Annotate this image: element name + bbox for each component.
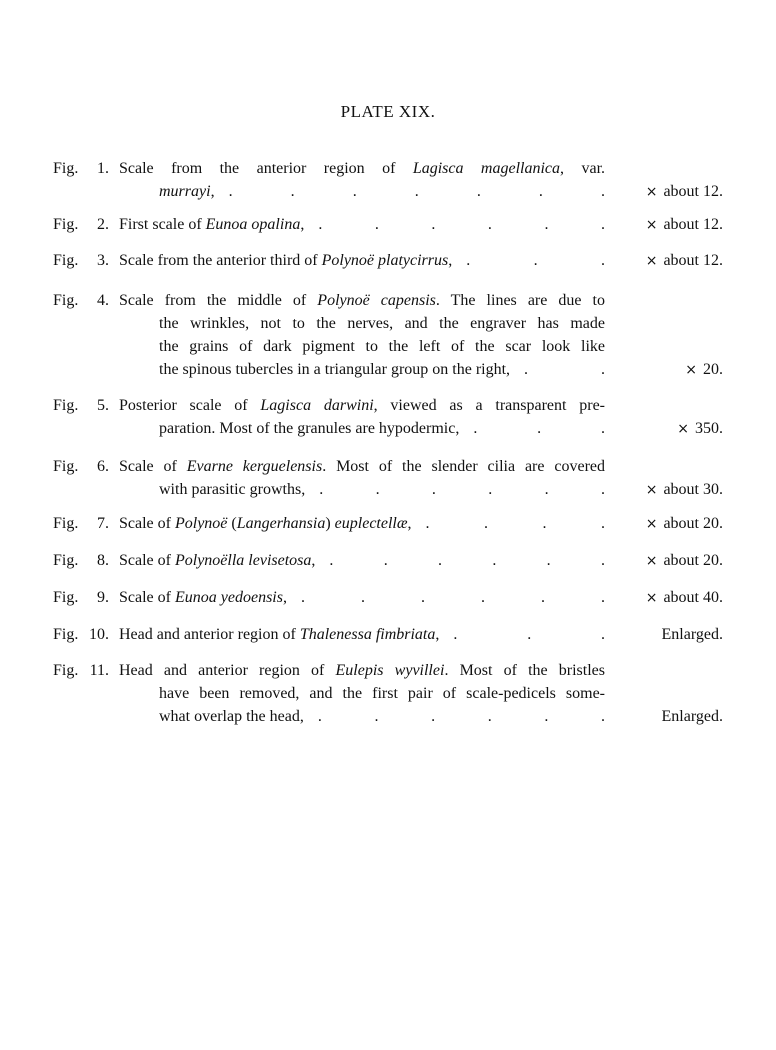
leader-dot: . (360, 589, 365, 606)
leader-dot: . (431, 216, 436, 233)
dot-leader (318, 213, 605, 236)
leader-dot: . (538, 183, 543, 200)
caption-fragment: with parasitic growths, (159, 481, 306, 498)
leader-dot: . (375, 481, 380, 498)
taxon-name: Eulepis wyvillei (335, 662, 445, 679)
dot-leader (466, 249, 605, 272)
fig-number: 7. (97, 515, 109, 532)
leader-dot: . (318, 216, 323, 233)
fig-number: 9. (97, 589, 109, 606)
magnification (677, 417, 723, 441)
leader-dot: . (487, 216, 492, 233)
leader-dot: . (431, 481, 436, 498)
figure-line (0, 586, 776, 609)
caption-fragment: , (448, 252, 453, 269)
figure-line (0, 455, 776, 478)
leader-dot: . (533, 252, 538, 269)
fig-label: Fig. (53, 515, 79, 532)
figure-line (0, 289, 776, 312)
figure-line (0, 623, 776, 646)
fig-label: Fig. (53, 458, 79, 475)
caption-fragment: ( (227, 515, 237, 532)
figure-line (0, 213, 776, 236)
dot-leader (319, 478, 605, 501)
taxon-name: Polynoë platycirrus (321, 252, 449, 269)
leader-dot: . (524, 361, 529, 378)
leader-dot: . (300, 589, 305, 606)
fig-label: Fig. (53, 397, 79, 414)
times-sign: × (685, 362, 697, 378)
caption-fragment: the wrinkles, not to the nerves, and the engraver has made (159, 315, 605, 332)
leader-dot: . (374, 708, 379, 725)
leader-dot: . (542, 515, 547, 532)
times-sign: × (645, 553, 658, 569)
dot-leader (524, 358, 605, 381)
leader-dot: . (492, 552, 497, 569)
fig-label: Fig. (53, 626, 79, 643)
fig-label: Fig. (53, 552, 79, 569)
figure-line (0, 157, 776, 180)
figure-line (0, 478, 776, 501)
figure-line (0, 394, 776, 417)
fig-number: 3. (97, 252, 109, 269)
figure-line (0, 417, 776, 440)
magnification-value: Enlarged. (661, 626, 723, 643)
caption-fragment: , var. (560, 160, 606, 177)
leader-dot: . (600, 552, 605, 569)
leader-dot: . (600, 183, 605, 200)
fig-number: 4. (97, 292, 109, 309)
taxon-name: euplectellæ (334, 515, 408, 532)
magnification-value: about 40. (663, 589, 723, 606)
leader-dot: . (544, 481, 549, 498)
magnification-value: about 30. (663, 481, 723, 498)
caption-fragment: Head and anterior region of (119, 626, 300, 643)
magnification (662, 705, 723, 728)
leader-dot: . (600, 252, 605, 269)
caption-fragment: what overlap the head, (159, 708, 304, 725)
times-sign: × (645, 590, 658, 606)
taxon-name: Langerhansia (236, 515, 326, 532)
taxon-name: Eunoa opalina (205, 216, 301, 233)
times-sign: × (645, 253, 658, 269)
magnification (646, 478, 723, 502)
figure-caption-text (119, 157, 605, 180)
dot-leader (318, 705, 605, 728)
leader-dot: . (601, 626, 605, 643)
taxon-name: Lagisca magellanica (412, 160, 561, 177)
caption-fragment: . The lines are due to (435, 292, 605, 309)
figure-line (0, 659, 776, 682)
caption-fragment: Scale from the middle of (119, 292, 318, 309)
magnification (685, 358, 723, 382)
fig-number: 10. (89, 626, 109, 643)
leader-dot: . (352, 183, 357, 200)
caption-fragment: the grains of dark pigment to the left of the scar look like (159, 338, 605, 355)
taxon-name: Eunoa yedoensis (174, 589, 283, 606)
figure-line (0, 682, 776, 705)
fig-label: Fig. (53, 160, 79, 177)
fig-number: 8. (97, 552, 109, 569)
figure-caption-text (159, 335, 605, 358)
fig-number: 1. (97, 160, 109, 177)
leader-dot: . (544, 708, 549, 725)
times-sign: × (645, 516, 658, 532)
caption-fragment: the spinous tubercles in a triangular group on the right, (159, 361, 511, 378)
figure-line (0, 180, 776, 203)
leader-dot: . (600, 420, 605, 437)
figure-caption-text (119, 455, 605, 478)
figure-line (0, 358, 776, 381)
plate-title: PLATE XIX. (340, 102, 436, 121)
caption-fragment: Scale of (119, 589, 175, 606)
fig-number: 5. (97, 397, 109, 414)
leader-dot: . (383, 552, 388, 569)
leader-dot: . (537, 420, 542, 437)
caption-fragment: , (282, 589, 287, 606)
dot-leader (453, 623, 605, 646)
magnification-value: about 12. (663, 252, 723, 269)
figure-caption-text (159, 312, 605, 335)
taxon-name: Lagisca darwini (260, 397, 374, 414)
caption-fragment: ) (325, 515, 335, 532)
caption-fragment: Scale from the anterior third of (119, 252, 322, 269)
caption-fragment: . Most of the slender cilia are covered (322, 458, 605, 475)
magnification-value: about 20. (663, 552, 723, 569)
magnification (646, 586, 723, 610)
leader-dot: . (466, 252, 471, 269)
caption-fragment: Posterior scale of (119, 397, 261, 414)
fig-label: Fig. (53, 292, 79, 309)
fig-number: 11. (89, 662, 109, 679)
caption-fragment: Scale of (119, 552, 175, 569)
taxon-name: Polynoë (174, 515, 228, 532)
leader-dot: . (420, 589, 425, 606)
magnification-value: about 12. (663, 216, 723, 233)
caption-fragment: First scale of (119, 216, 206, 233)
leader-dot: . (484, 515, 489, 532)
fig-number: 6. (97, 458, 109, 475)
caption-fragment: . Most of the bristles (444, 662, 606, 679)
times-sign: × (645, 184, 658, 200)
magnification-value: Enlarged. (661, 708, 723, 725)
taxon-name: Polynoë capensis (317, 292, 436, 309)
figure-caption-text (119, 289, 605, 312)
caption-fragment: , (210, 183, 215, 200)
magnification (646, 213, 723, 237)
leader-dot: . (476, 183, 481, 200)
figure-line (0, 312, 776, 335)
figure-caption-text (119, 394, 605, 417)
figure-line (0, 512, 776, 535)
leader-dot: . (600, 589, 605, 606)
taxon-name: Polynoëlla levisetosa (174, 552, 312, 569)
leader-dot: . (374, 216, 379, 233)
figure-line (0, 549, 776, 572)
dot-leader (329, 549, 605, 572)
leader-dot: . (601, 361, 605, 378)
leader-dot: . (488, 481, 493, 498)
fig-label: Fig. (53, 662, 79, 679)
fig-label: Fig. (53, 589, 79, 606)
magnification (646, 180, 723, 204)
fig-label: Fig. (53, 216, 79, 233)
leader-dot: . (544, 216, 549, 233)
leader-dot: . (431, 708, 436, 725)
caption-fragment: Head and anterior region of (119, 662, 336, 679)
magnification-value: about 12. (663, 183, 723, 200)
caption-fragment: Scale from the anterior region of (119, 160, 413, 177)
taxon-name: Thalenessa fimbriata (299, 626, 436, 643)
caption-fragment: , (300, 216, 305, 233)
fig-number: 2. (97, 216, 109, 233)
magnification-value: 20. (703, 361, 723, 378)
dot-leader (473, 417, 605, 440)
magnification-value: 350. (695, 420, 723, 437)
leader-dot: . (329, 552, 334, 569)
caption-fragment: Scale of (119, 515, 175, 532)
leader-dot: . (601, 481, 605, 498)
leader-dot: . (600, 708, 605, 725)
times-sign: × (645, 482, 658, 498)
leader-dot: . (438, 552, 443, 569)
times-sign: × (645, 217, 658, 233)
leader-dot: . (480, 589, 485, 606)
figure-caption-text (119, 659, 605, 682)
magnification (646, 549, 723, 573)
figure-line (0, 705, 776, 728)
caption-fragment: have been removed, and the first pair of scale-pedicels some- (159, 685, 605, 702)
caption-fragment: , (407, 515, 412, 532)
leader-dot: . (473, 420, 478, 437)
leader-dot: . (425, 515, 430, 532)
leader-dot: . (540, 589, 545, 606)
leader-dot: . (527, 626, 532, 643)
magnification-value: about 20. (663, 515, 723, 532)
leader-dot: . (600, 515, 605, 532)
magnification (662, 623, 723, 646)
leader-dot: . (290, 183, 295, 200)
caption-fragment: Scale of (119, 458, 187, 475)
caption-fragment: , (311, 552, 316, 569)
times-sign: × (677, 421, 689, 437)
leader-dot: . (319, 481, 324, 498)
leader-dot: . (487, 708, 492, 725)
leader-dot: . (546, 552, 551, 569)
magnification (646, 249, 723, 273)
taxon-name: Evarne kerguelensis (186, 458, 323, 475)
magnification (646, 512, 723, 536)
leader-dot: . (600, 216, 605, 233)
dot-leader (426, 512, 605, 535)
taxon-name: murrayi (159, 183, 211, 200)
caption-fragment: , (435, 626, 440, 643)
dot-leader (301, 586, 605, 609)
figure-caption-text (159, 682, 605, 705)
leader-dot: . (414, 183, 419, 200)
leader-dot: . (453, 626, 458, 643)
fig-label: Fig. (53, 252, 79, 269)
dot-leader (229, 180, 605, 203)
caption-fragment: paration. Most of the granules are hypodermic, (159, 420, 460, 437)
leader-dot: . (317, 708, 322, 725)
leader-dot: . (228, 183, 233, 200)
caption-fragment: , viewed as a transparent pre- (373, 397, 606, 414)
figure-line (0, 335, 776, 358)
figure-line (0, 249, 776, 272)
